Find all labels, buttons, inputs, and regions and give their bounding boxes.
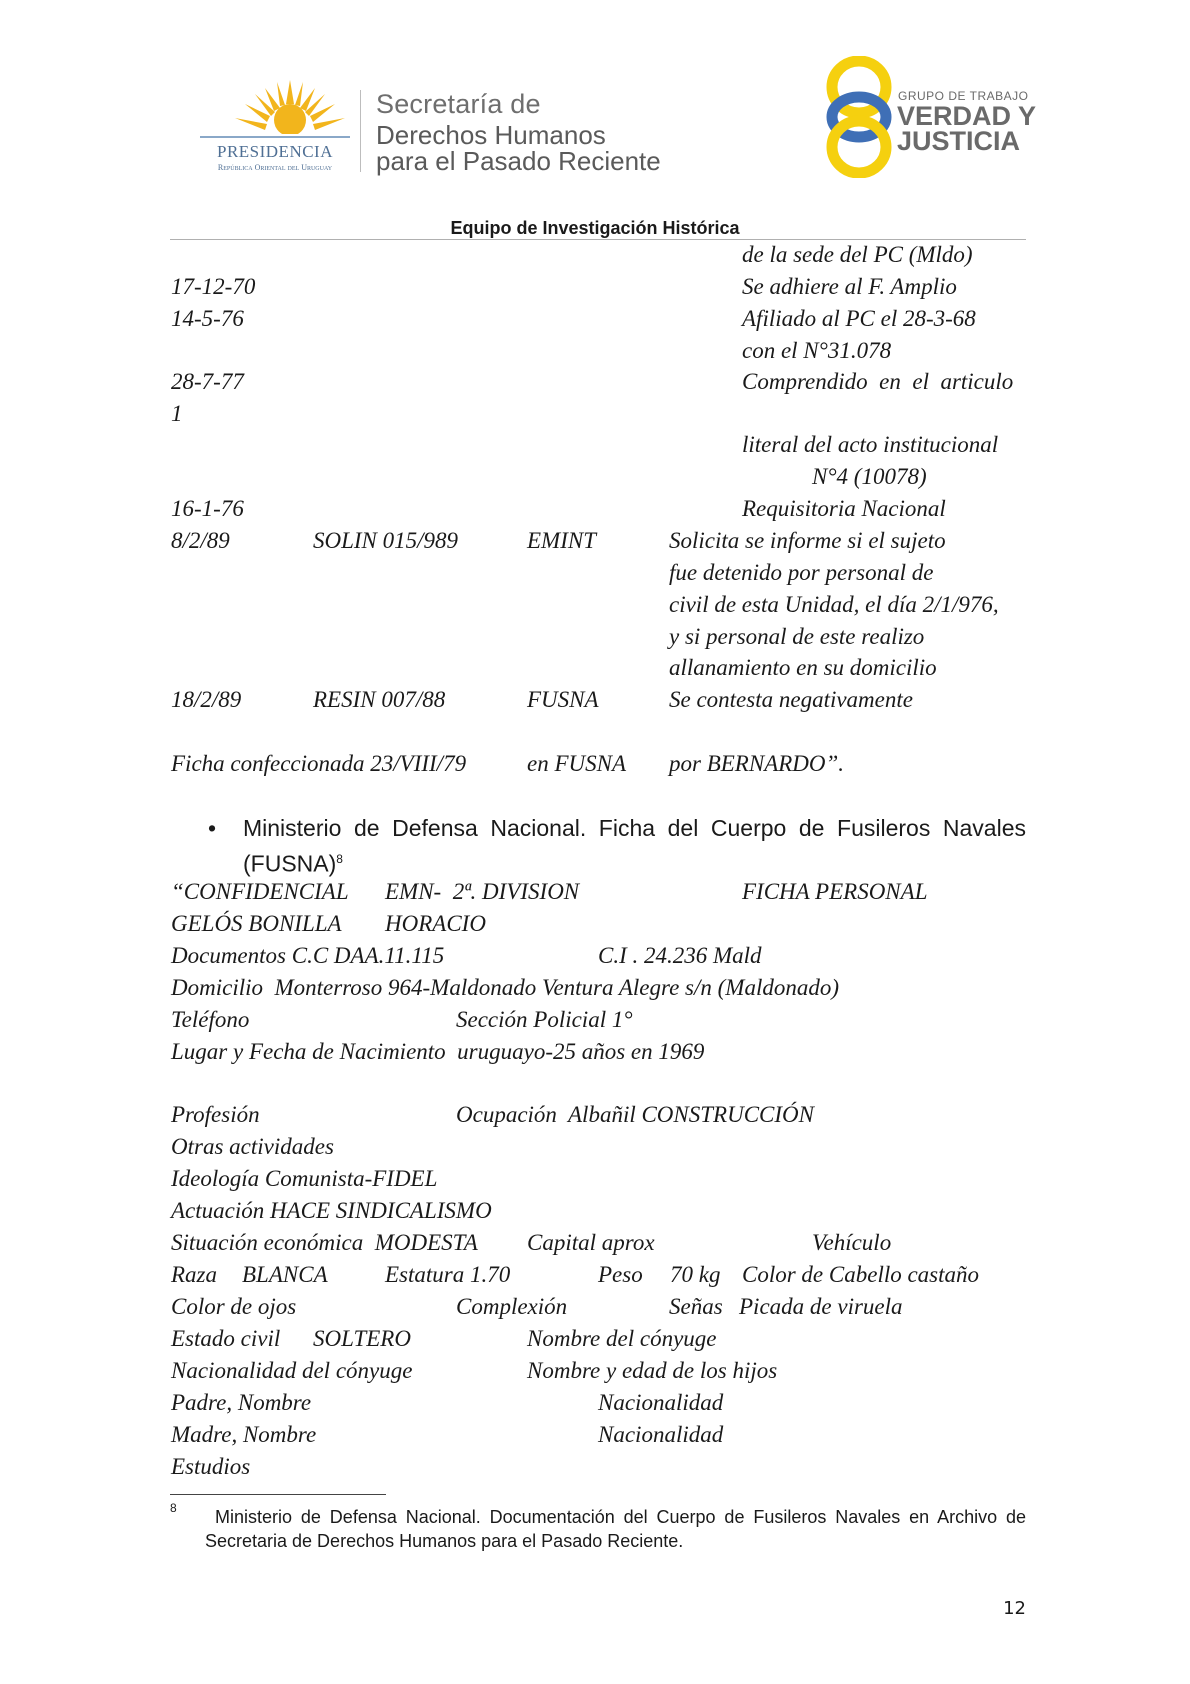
record-unit: EMINT xyxy=(527,528,596,553)
ficha-actuacion: Actuación HACE SINDICALISMO xyxy=(171,1198,492,1223)
ficha-lugar-fecha: Lugar y Fecha de Nacimiento uruguayo-25 años en 1969 xyxy=(171,1039,705,1064)
ficha-estatura: Estatura 1.70 xyxy=(385,1262,511,1287)
ficha-documentos: Documentos C.C DAA.11.115 xyxy=(171,943,445,968)
record-desc: de la sede del PC (Mldo) xyxy=(742,242,973,267)
ficha-apellidos: GELÓS BONILLA xyxy=(171,911,342,936)
presidencia-title: PRESIDENCIA xyxy=(216,142,333,161)
record-date: 28-7-77 xyxy=(171,369,244,394)
ficha-personal-title: FICHA PERSONAL xyxy=(742,879,928,904)
record-desc: con el N°31.078 xyxy=(742,338,892,363)
ficha-vehiculo: Vehículo xyxy=(812,1230,892,1255)
ficha-nac-conyuge: Nacionalidad del cónyuge xyxy=(171,1358,413,1383)
ficha-domicilio: Domicilio Monterroso 964-Maldonado Ventura Alegre s/n (Maldonado) xyxy=(171,975,839,1000)
presidencia-subtitle: República Oriental del Uruguay xyxy=(217,163,333,172)
ficha-ocupacion: Ocupación Albañil CONSTRUCCIÓN xyxy=(456,1102,815,1127)
ficha-telefono: Teléfono xyxy=(171,1007,250,1032)
record-desc: literal del acto institucional xyxy=(742,432,999,457)
ficha-madre: Madre, Nombre xyxy=(171,1422,317,1447)
record-date: 18/2/89 xyxy=(171,687,242,712)
record-unit: FUSNA xyxy=(527,687,599,712)
ficha-confidencial: “CONFIDENCIAL xyxy=(171,879,349,904)
bullet-symbol: • xyxy=(208,815,217,841)
ficha-line-part: Ficha confeccionada 23/VIII/79 xyxy=(171,751,467,776)
ficha-raza-label: Raza xyxy=(171,1262,217,1287)
secretaria-line3: para el Pasado Reciente xyxy=(376,146,661,176)
footnote-ref[interactable]: 8 xyxy=(336,852,343,866)
record-doc: RESIN 007/88 xyxy=(313,687,446,712)
record-desc: Afiliado al PC el 28-3-68 xyxy=(742,306,976,331)
ficha-emn: EMN- 2ª. DIVISION xyxy=(385,879,580,904)
record-desc: civil de esta Unidad, el día 2/1/976, xyxy=(669,592,999,617)
ficha-line-part: en FUSNA xyxy=(527,751,627,776)
record-date: 1 xyxy=(171,401,183,426)
ficha-conyuge: Nombre del cónyuge xyxy=(527,1326,717,1351)
grupo-small-text: GRUPO DE TRABAJO xyxy=(898,89,1029,103)
equipo-title: Equipo de Investigación Histórica xyxy=(450,218,740,238)
record-date: 16-1-76 xyxy=(171,496,244,521)
ficha-senas: Picada de viruela xyxy=(739,1294,903,1319)
record-desc: y si personal de este realizo xyxy=(669,624,925,649)
ficha-peso-label: Peso xyxy=(598,1262,643,1287)
ficha-raza: BLANCA xyxy=(242,1262,328,1287)
ficha-line-part: por BERNARDO”. xyxy=(669,751,845,776)
ficha-nac-padre: Nacionalidad xyxy=(598,1390,724,1415)
ficha-ci: C.I . 24.236 Mald xyxy=(598,943,762,968)
presidencia-band xyxy=(200,136,350,138)
ficha-estudios: Estudios xyxy=(171,1454,251,1479)
presidencia-sun-logo xyxy=(225,78,355,140)
header-divider xyxy=(360,90,361,172)
ficha-otras: Otras actividades xyxy=(171,1134,334,1159)
page-number: 12 xyxy=(1003,1598,1026,1619)
footnote-number: 8 xyxy=(170,1501,177,1515)
record-date: 14-5-76 xyxy=(171,306,244,331)
record-date: 17-12-70 xyxy=(171,274,256,299)
ficha-peso: 70 kg xyxy=(670,1262,721,1287)
record-desc: N°4 (10078) xyxy=(812,464,927,489)
footnote-rule xyxy=(170,1494,386,1495)
secretaria-line2: Derechos Humanos xyxy=(376,120,606,150)
grupo-big-line1: VERDAD Y xyxy=(897,101,1037,131)
ficha-ojos: Color de ojos xyxy=(171,1294,297,1319)
ficha-capital: Capital aprox xyxy=(527,1230,655,1255)
ficha-padre: Padre, Nombre xyxy=(171,1390,312,1415)
footnote-text: Ministerio de Defensa Nacional. Documentación del Cuerpo de Fusileros Navales en Archivo de Secretaria de Derechos Humanos para el Pasado Reciente. xyxy=(205,1507,1026,1551)
record-desc: Se adhiere al F. Amplio xyxy=(742,274,957,299)
record-desc: Requisitoria Nacional xyxy=(742,496,946,521)
ficha-nombre: HORACIO xyxy=(385,911,486,936)
record-desc: Comprendido en el articulo xyxy=(742,369,1014,394)
ficha-estado-label: Estado civil xyxy=(171,1326,281,1351)
ficha-estado: SOLTERO xyxy=(313,1326,411,1351)
secretaria-line1: Secretaría de xyxy=(376,89,541,119)
verdad-justicia-rings-logo xyxy=(820,56,898,178)
ficha-cabello: Color de Cabello castaño xyxy=(742,1262,980,1287)
ficha-nac-madre: Nacionalidad xyxy=(598,1422,724,1447)
ficha-complexion: Complexión xyxy=(456,1294,568,1319)
ficha-senas-label: Señas xyxy=(669,1294,723,1319)
ficha-hijos: Nombre y edad de los hijos xyxy=(527,1358,778,1383)
bullet-text xyxy=(243,813,1026,880)
record-desc: fue detenido por personal de xyxy=(669,560,934,585)
record-date: 8/2/89 xyxy=(171,528,230,553)
record-doc: SOLIN 015/989 xyxy=(313,528,459,553)
record-desc: Se contesta negativamente xyxy=(669,687,913,712)
ficha-situacion: Situación económica MODESTA xyxy=(171,1230,478,1255)
record-desc: Solicita se informe si el sujeto xyxy=(669,528,946,553)
record-desc: allanamiento en su domicilio xyxy=(669,655,937,680)
bullet-text-content: Ministerio de Defensa Nacional. Ficha del Cuerpo de Fusileros Navales (FUSNA) xyxy=(243,815,1026,877)
ficha-ideologia: Ideología Comunista-FIDEL xyxy=(171,1166,438,1191)
ficha-profesion: Profesión xyxy=(171,1102,260,1127)
ficha-seccion: Sección Policial 1° xyxy=(456,1007,633,1032)
grupo-big-line2: JUSTICIA xyxy=(897,126,1021,156)
